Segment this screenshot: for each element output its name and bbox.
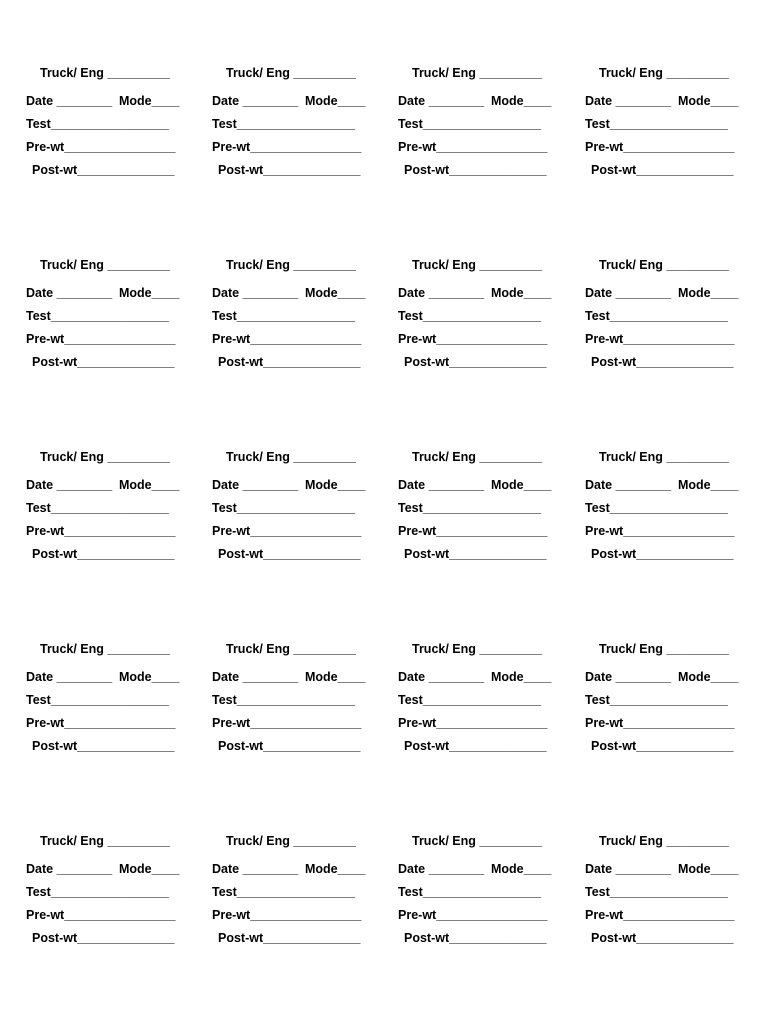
pre-wt-field: Pre-wt________________ <box>585 332 735 346</box>
date-field: Date ________ <box>398 670 485 684</box>
mode-field: Mode____ <box>305 862 366 876</box>
mode-field: Mode____ <box>491 94 552 108</box>
truck-eng-field: Truck/ Eng _________ <box>412 450 542 464</box>
test-field: Test_________________ <box>398 117 541 131</box>
mode-field: Mode____ <box>119 478 180 492</box>
mode-field: Mode____ <box>491 862 552 876</box>
post-wt-field: Post-wt______________ <box>32 931 175 945</box>
sample-label <box>26 65 201 195</box>
post-wt-field: Post-wt______________ <box>32 739 175 753</box>
date-field: Date ________ <box>398 862 485 876</box>
truck-eng-field: Truck/ Eng _________ <box>226 450 356 464</box>
date-field: Date ________ <box>26 478 113 492</box>
mode-field: Mode____ <box>119 670 180 684</box>
date-field: Date ________ <box>212 478 299 492</box>
pre-wt-field: Pre-wt________________ <box>212 908 362 922</box>
post-wt-field: Post-wt______________ <box>404 739 547 753</box>
sample-label <box>212 641 387 771</box>
post-wt-field: Post-wt______________ <box>591 547 734 561</box>
pre-wt-field: Pre-wt________________ <box>212 716 362 730</box>
pre-wt-field: Pre-wt________________ <box>26 716 176 730</box>
test-field: Test_________________ <box>26 501 169 515</box>
pre-wt-field: Pre-wt________________ <box>398 140 548 154</box>
truck-eng-field: Truck/ Eng _________ <box>412 642 542 656</box>
post-wt-field: Post-wt______________ <box>32 355 175 369</box>
test-field: Test_________________ <box>212 117 355 131</box>
sample-label <box>398 257 573 387</box>
date-field: Date ________ <box>26 670 113 684</box>
test-field: Test_________________ <box>212 885 355 899</box>
sample-label <box>585 65 760 195</box>
truck-eng-field: Truck/ Eng _________ <box>40 66 170 80</box>
sample-label <box>398 449 573 579</box>
pre-wt-field: Pre-wt________________ <box>398 524 548 538</box>
sample-label <box>26 257 201 387</box>
truck-eng-field: Truck/ Eng _________ <box>599 66 729 80</box>
mode-field: Mode____ <box>305 478 366 492</box>
pre-wt-field: Pre-wt________________ <box>585 524 735 538</box>
truck-eng-field: Truck/ Eng _________ <box>226 834 356 848</box>
sample-label <box>26 641 201 771</box>
post-wt-field: Post-wt______________ <box>218 739 361 753</box>
mode-field: Mode____ <box>305 286 366 300</box>
test-field: Test_________________ <box>585 693 728 707</box>
post-wt-field: Post-wt______________ <box>404 547 547 561</box>
truck-eng-field: Truck/ Eng _________ <box>599 642 729 656</box>
date-field: Date ________ <box>585 286 672 300</box>
sample-label <box>585 257 760 387</box>
pre-wt-field: Pre-wt________________ <box>212 524 362 538</box>
date-field: Date ________ <box>585 478 672 492</box>
date-field: Date ________ <box>212 94 299 108</box>
post-wt-field: Post-wt______________ <box>218 163 361 177</box>
truck-eng-field: Truck/ Eng _________ <box>412 258 542 272</box>
test-field: Test_________________ <box>398 501 541 515</box>
date-field: Date ________ <box>26 94 113 108</box>
date-field: Date ________ <box>212 286 299 300</box>
pre-wt-field: Pre-wt________________ <box>398 332 548 346</box>
test-field: Test_________________ <box>212 501 355 515</box>
test-field: Test_________________ <box>26 693 169 707</box>
date-field: Date ________ <box>398 94 485 108</box>
mode-field: Mode____ <box>305 670 366 684</box>
test-field: Test_________________ <box>212 693 355 707</box>
pre-wt-field: Pre-wt________________ <box>398 716 548 730</box>
date-field: Date ________ <box>212 670 299 684</box>
sample-label <box>585 449 760 579</box>
sample-label <box>398 833 573 963</box>
pre-wt-field: Pre-wt________________ <box>26 140 176 154</box>
date-field: Date ________ <box>26 286 113 300</box>
post-wt-field: Post-wt______________ <box>32 163 175 177</box>
mode-field: Mode____ <box>491 670 552 684</box>
pre-wt-field: Pre-wt________________ <box>585 908 735 922</box>
truck-eng-field: Truck/ Eng _________ <box>412 834 542 848</box>
sample-label <box>398 641 573 771</box>
mode-field: Mode____ <box>119 286 180 300</box>
truck-eng-field: Truck/ Eng _________ <box>599 258 729 272</box>
post-wt-field: Post-wt______________ <box>218 931 361 945</box>
sample-label <box>212 833 387 963</box>
pre-wt-field: Pre-wt________________ <box>212 140 362 154</box>
date-field: Date ________ <box>585 670 672 684</box>
date-field: Date ________ <box>398 478 485 492</box>
post-wt-field: Post-wt______________ <box>404 931 547 945</box>
mode-field: Mode____ <box>119 862 180 876</box>
date-field: Date ________ <box>585 862 672 876</box>
truck-eng-field: Truck/ Eng _________ <box>40 834 170 848</box>
pre-wt-field: Pre-wt________________ <box>398 908 548 922</box>
truck-eng-field: Truck/ Eng _________ <box>40 642 170 656</box>
test-field: Test_________________ <box>26 117 169 131</box>
post-wt-field: Post-wt______________ <box>32 547 175 561</box>
truck-eng-field: Truck/ Eng _________ <box>226 258 356 272</box>
pre-wt-field: Pre-wt________________ <box>585 716 735 730</box>
post-wt-field: Post-wt______________ <box>591 739 734 753</box>
mode-field: Mode____ <box>491 286 552 300</box>
pre-wt-field: Pre-wt________________ <box>26 524 176 538</box>
truck-eng-field: Truck/ Eng _________ <box>599 450 729 464</box>
mode-field: Mode____ <box>491 478 552 492</box>
test-field: Test_________________ <box>398 693 541 707</box>
date-field: Date ________ <box>212 862 299 876</box>
mode-field: Mode____ <box>678 94 739 108</box>
truck-eng-field: Truck/ Eng _________ <box>226 642 356 656</box>
truck-eng-field: Truck/ Eng _________ <box>40 258 170 272</box>
sample-label <box>26 833 201 963</box>
post-wt-field: Post-wt______________ <box>218 355 361 369</box>
test-field: Test_________________ <box>398 309 541 323</box>
mode-field: Mode____ <box>305 94 366 108</box>
test-field: Test_________________ <box>585 117 728 131</box>
sample-label <box>212 449 387 579</box>
date-field: Date ________ <box>585 94 672 108</box>
test-field: Test_________________ <box>585 885 728 899</box>
pre-wt-field: Pre-wt________________ <box>26 332 176 346</box>
mode-field: Mode____ <box>678 862 739 876</box>
test-field: Test_________________ <box>398 885 541 899</box>
sample-label <box>398 65 573 195</box>
post-wt-field: Post-wt______________ <box>404 163 547 177</box>
date-field: Date ________ <box>26 862 113 876</box>
pre-wt-field: Pre-wt________________ <box>26 908 176 922</box>
test-field: Test_________________ <box>585 501 728 515</box>
truck-eng-field: Truck/ Eng _________ <box>226 66 356 80</box>
mode-field: Mode____ <box>678 286 739 300</box>
pre-wt-field: Pre-wt________________ <box>212 332 362 346</box>
sample-label <box>585 641 760 771</box>
post-wt-field: Post-wt______________ <box>591 163 734 177</box>
sample-label <box>212 65 387 195</box>
post-wt-field: Post-wt______________ <box>218 547 361 561</box>
sample-label <box>212 257 387 387</box>
truck-eng-field: Truck/ Eng _________ <box>40 450 170 464</box>
date-field: Date ________ <box>398 286 485 300</box>
test-field: Test_________________ <box>26 885 169 899</box>
test-field: Test_________________ <box>212 309 355 323</box>
mode-field: Mode____ <box>678 670 739 684</box>
mode-field: Mode____ <box>119 94 180 108</box>
sample-label <box>26 449 201 579</box>
post-wt-field: Post-wt______________ <box>404 355 547 369</box>
truck-eng-field: Truck/ Eng _________ <box>412 66 542 80</box>
test-field: Test_________________ <box>585 309 728 323</box>
test-field: Test_________________ <box>26 309 169 323</box>
pre-wt-field: Pre-wt________________ <box>585 140 735 154</box>
post-wt-field: Post-wt______________ <box>591 931 734 945</box>
mode-field: Mode____ <box>678 478 739 492</box>
post-wt-field: Post-wt______________ <box>591 355 734 369</box>
sample-label <box>585 833 760 963</box>
truck-eng-field: Truck/ Eng _________ <box>599 834 729 848</box>
